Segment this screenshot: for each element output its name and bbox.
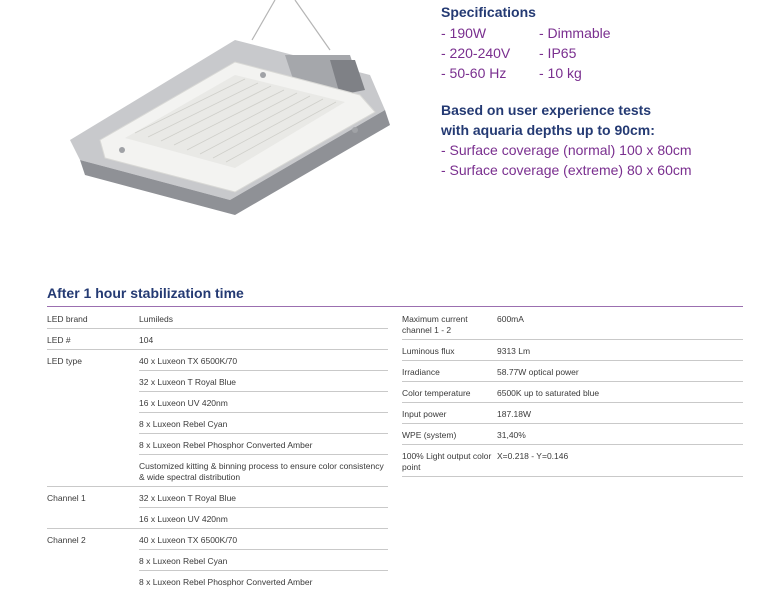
row-value: 8 x Luxeon Rebel Cyan <box>139 413 388 434</box>
led-config-table <box>47 308 388 591</box>
row-label: Channel 2 <box>47 535 86 545</box>
row-label <box>47 455 139 487</box>
row-label: Irradiance <box>402 361 497 382</box>
screw-icon <box>260 72 266 78</box>
row-value: 31,40% <box>497 424 743 445</box>
row-value: 9313 Lm <box>497 340 743 361</box>
row-value: 600mA <box>497 308 743 340</box>
table-row <box>402 403 743 424</box>
table-row <box>47 508 388 529</box>
row-label <box>47 508 139 529</box>
row-label: 100% Light output color point <box>402 445 497 477</box>
product-image <box>30 0 410 215</box>
row-label: LED # <box>47 329 139 350</box>
screw-icon <box>352 127 358 133</box>
row-value: 40 x Luxeon TX 6500K/70 <box>139 350 388 371</box>
experience-title <box>441 100 761 140</box>
row-label <box>47 571 139 592</box>
experience-title-line: Based on user experience tests <box>441 102 652 118</box>
row-value: 104 <box>139 329 388 350</box>
row-label <box>47 413 139 434</box>
led-fixture-illustration <box>30 0 410 215</box>
row-label <box>47 392 139 413</box>
table-row <box>402 424 743 445</box>
table-row <box>47 455 388 487</box>
row-value: Lumileds <box>139 308 388 329</box>
table-row <box>47 308 388 329</box>
row-label: LED brand <box>47 308 139 329</box>
table-row <box>47 413 388 434</box>
specifications-block <box>441 3 761 180</box>
row-label <box>47 371 139 392</box>
performance-table <box>402 308 743 477</box>
experience-item: - Surface coverage (extreme) 80 x 60cm <box>441 162 692 178</box>
spec-item: - 10 kg <box>539 65 582 81</box>
table-row <box>47 434 388 455</box>
row-value: 8 x Luxeon Rebel Cyan <box>139 550 388 571</box>
row-label: Color temperature <box>402 382 497 403</box>
stabilization-title: After 1 hour stabilization time <box>47 285 244 301</box>
row-value: 16 x Luxeon UV 420nm <box>139 392 388 413</box>
row-label: Luminous flux <box>402 340 497 361</box>
spec-item: - 50-60 Hz <box>441 65 507 81</box>
row-value: 6500K up to saturated blue <box>497 382 743 403</box>
table-row <box>47 487 388 508</box>
table-row <box>47 550 388 571</box>
row-value: 16 x Luxeon UV 420nm <box>139 508 388 529</box>
row-label: LED type <box>47 356 82 366</box>
row-label <box>47 434 139 455</box>
row-value: 32 x Luxeon T Royal Blue <box>139 487 388 508</box>
table-row <box>402 445 743 477</box>
row-value: 58.77W optical power <box>497 361 743 382</box>
row-label <box>47 550 139 571</box>
table-row <box>402 361 743 382</box>
table-row <box>47 571 388 592</box>
row-value: Customized kitting & binning process to ensure color consistency & wide spectral distribution <box>139 455 388 487</box>
spec-item: - Dimmable <box>539 25 611 41</box>
row-label: Channel 1 <box>47 493 86 503</box>
row-label: WPE (system) <box>402 424 497 445</box>
row-label: Input power <box>402 403 497 424</box>
screw-icon <box>119 147 125 153</box>
table-row <box>402 308 743 340</box>
row-value: 187.18W <box>497 403 743 424</box>
table-row <box>47 350 388 371</box>
row-value: 8 x Luxeon Rebel Phosphor Converted Amber <box>139 434 388 455</box>
specifications-grid <box>441 23 761 83</box>
spec-item: - IP65 <box>539 45 577 61</box>
spec-item: - 190W <box>441 25 487 41</box>
table-row <box>47 392 388 413</box>
table-row <box>402 382 743 403</box>
table-row <box>47 329 388 350</box>
row-label: Maximum current channel 1 - 2 <box>402 308 497 340</box>
table-row <box>402 340 743 361</box>
table-row <box>47 529 388 550</box>
row-value: X=0.218 - Y=0.146 <box>497 445 743 477</box>
table-row <box>47 371 388 392</box>
suspension-wire-right <box>295 0 330 50</box>
experience-title-line: with aquaria depths up to 90cm: <box>441 122 655 138</box>
row-value: 8 x Luxeon Rebel Phosphor Converted Amber <box>139 577 313 587</box>
row-value: 40 x Luxeon TX 6500K/70 <box>139 529 388 550</box>
suspension-wire-left <box>252 0 275 40</box>
experience-item: - Surface coverage (normal) 100 x 80cm <box>441 142 692 158</box>
section-divider <box>47 306 743 307</box>
spec-item: - 220-240V <box>441 45 511 61</box>
specifications-title: Specifications <box>441 4 536 20</box>
row-value: 32 x Luxeon T Royal Blue <box>139 371 388 392</box>
